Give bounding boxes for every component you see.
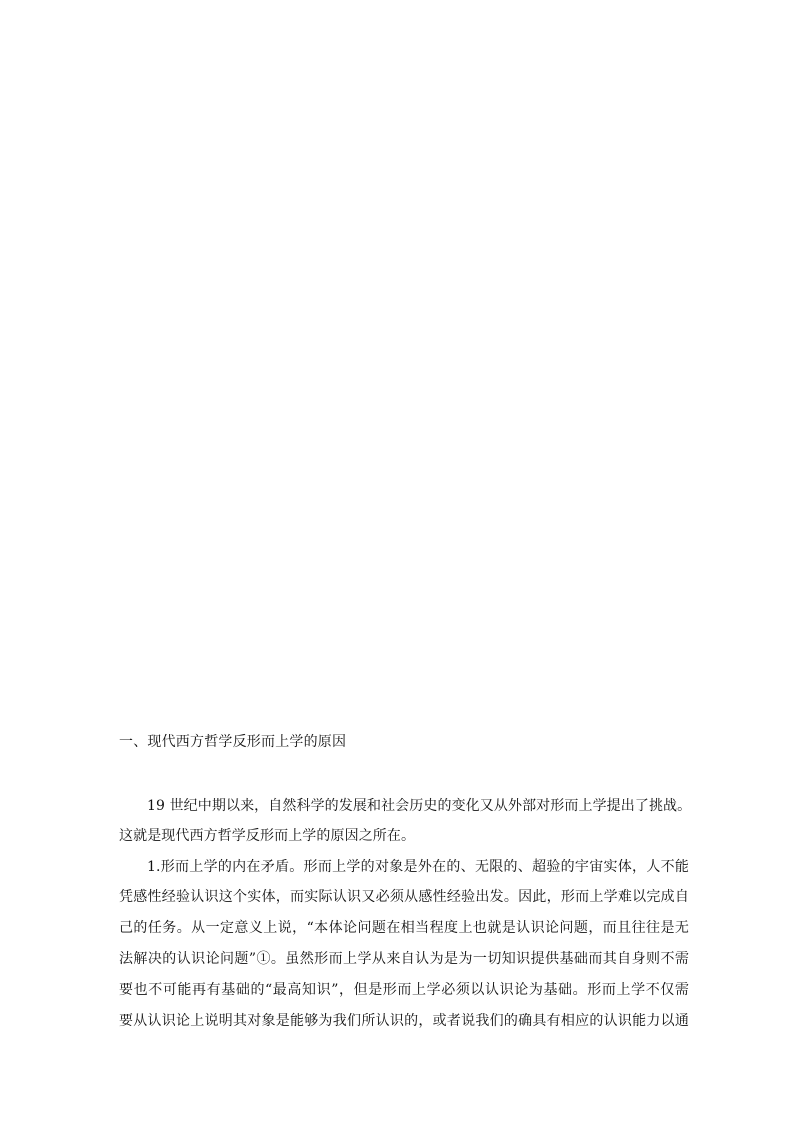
paragraph-1-line-1: 19 世纪中期以来，自然科学的发展和社会历史的变化又从外部对形而上学提出了挑战。: [147, 798, 692, 814]
paragraph-2-line-2: 凭感性经验认识这个实体，而实际认识又必须从感性经验出发。因此，形而上学难以完成自: [119, 889, 689, 905]
paragraph-1-line-2: 这就是现代西方哲学反形而上学的原因之所在。: [119, 828, 416, 844]
paragraph-2-line-4: 法解决的认识论问题”①。虽然形而上学从来自认为是为一切知识提供基础而其自身则不需: [119, 951, 689, 967]
section-heading: 一、现代西方哲学反形而上学的原因: [119, 734, 347, 750]
paragraph-2-line-5: 要也不可能再有基础的“最高知识”，但是形而上学必须以认识论为基础。形而上学不仅需: [119, 982, 689, 998]
paragraph-2-line-6: 要从认识论上说明其对象是能够为我们所认识的，或者说我们的确具有相应的认识能力以通: [119, 1013, 689, 1029]
paragraph-2-line-3: 己的任务。从一定意义上说，“本体论问题在相当程度上也就是认识论问题，而且往往是无: [119, 920, 689, 936]
paragraph-2-line-1: 1.形而上学的内在矛盾。形而上学的对象是外在的、无限的、超验的宇宙实体，人不能: [147, 859, 689, 875]
